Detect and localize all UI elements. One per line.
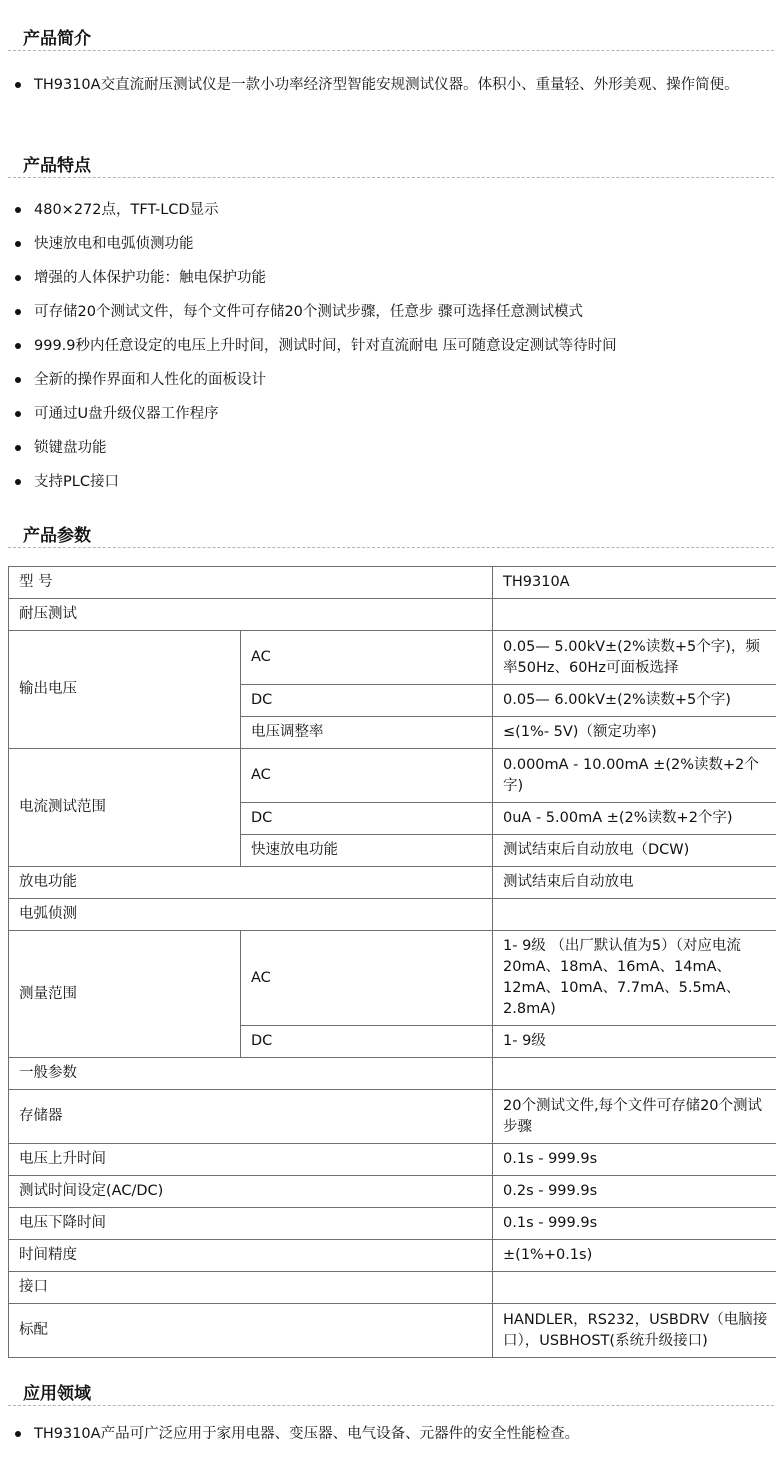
table-row: [9, 631, 776, 685]
storage-label: 存储器: [9, 1090, 493, 1144]
fall-time-label: 电压下降时间: [9, 1208, 493, 1240]
output-voltage-ac-label: AC: [241, 631, 493, 685]
test-time-value: 0.2s - 999.9s: [493, 1176, 776, 1208]
applications-heading: [8, 1376, 774, 1406]
table-row: [9, 1304, 776, 1358]
measure-range-label: 测量范围: [9, 931, 241, 1058]
table-row: [9, 899, 776, 931]
model-value: TH9310A: [493, 567, 776, 599]
empty-cell: [493, 599, 776, 631]
features-heading: [8, 148, 774, 178]
intro-heading-text: 产品简介: [23, 29, 91, 49]
empty-cell: [493, 1272, 776, 1304]
interface-section: 接口: [9, 1272, 493, 1304]
standard-label: 标配: [9, 1304, 493, 1358]
withstand-section: 耐压测试: [9, 599, 493, 631]
features-heading-text: 产品特点: [23, 156, 91, 176]
time-accuracy-value: ±(1%+0.1s): [493, 1240, 776, 1272]
table-row: [9, 867, 776, 899]
table-row: [9, 1058, 776, 1090]
empty-cell: [493, 1058, 776, 1090]
feature-item: 锁键盘功能: [0, 436, 776, 460]
rise-time-label: 电压上升时间: [9, 1144, 493, 1176]
current-range-ac-label: AC: [241, 749, 493, 803]
arc-section: 电弧侦测: [9, 899, 493, 931]
feature-item: 可存储20个测试文件，每个文件可存储20个测试步骤，任意步 骤可选择任意测试模式: [0, 300, 776, 324]
table-row: [9, 1176, 776, 1208]
voltage-regulation-label: 电压调整率: [241, 717, 493, 749]
output-voltage-label: 输出电压: [9, 631, 241, 749]
features-list: [0, 198, 776, 494]
output-voltage-dc-label: DC: [241, 685, 493, 717]
table-row: [9, 1272, 776, 1304]
feature-item: 可通过U盘升级仪器工作程序: [0, 402, 776, 426]
current-range-dc-label: DC: [241, 803, 493, 835]
table-row: [9, 749, 776, 803]
general-section: 一般参数: [9, 1058, 493, 1090]
intro-list: [0, 73, 776, 97]
fast-discharge-label: 快速放电功能: [241, 835, 493, 867]
current-range-label: 电流测试范围: [9, 749, 241, 867]
table-row: [9, 1208, 776, 1240]
discharge-label: 放电功能: [9, 867, 493, 899]
intro-heading: [8, 21, 774, 51]
output-voltage-dc-value: 0.05— 6.00kV±(2%读数+5个字): [493, 685, 776, 717]
rise-time-value: 0.1s - 999.9s: [493, 1144, 776, 1176]
empty-cell: [493, 899, 776, 931]
feature-item: 全新的操作界面和人性化的面板设计: [0, 368, 776, 392]
application-item: TH9310A产品可广泛应用于家用电器、变压器、电气设备、元器件的安全性能检查。: [0, 1422, 776, 1446]
feature-item: 480×272点，TFT-LCD显示: [0, 198, 776, 222]
measure-range-ac-value: 1- 9级 （出厂默认值为5）（对应电流 20mA、18mA、16mA、14mA、12mA、10mA、7.7mA、5.5mA、2.8mA): [493, 931, 776, 1026]
table-row: [9, 1240, 776, 1272]
fast-discharge-value: 测试结束后自动放电（DCW): [493, 835, 776, 867]
table-row: [9, 567, 776, 599]
table-row: [9, 599, 776, 631]
current-range-dc-value: 0uA - 5.00mA ±(2%读数+2个字): [493, 803, 776, 835]
voltage-regulation-value: ≤(1%- 5V)（额定功率): [493, 717, 776, 749]
current-range-ac-value: 0.000mA - 10.00mA ±(2%读数+2个字): [493, 749, 776, 803]
measure-range-dc-label: DC: [241, 1026, 493, 1058]
feature-item: 999.9秒内任意设定的电压上升时间，测试时间，针对直流耐电 压可随意设定测试等待时间: [0, 334, 776, 358]
measure-range-dc-value: 1- 9级: [493, 1026, 776, 1058]
table-row: [9, 931, 776, 1026]
table-row: [9, 1090, 776, 1144]
discharge-value: 测试结束后自动放电: [493, 867, 776, 899]
params-heading-text: 产品参数: [23, 526, 91, 546]
measure-range-ac-label: AC: [241, 931, 493, 1026]
feature-item: 支持PLC接口: [0, 470, 776, 494]
standard-value: HANDLER，RS232，USBDRV（电脑接口），USBHOST(系统升级接口): [493, 1304, 776, 1358]
feature-item: 快速放电和电弧侦测功能: [0, 232, 776, 256]
output-voltage-ac-value: 0.05— 5.00kV±(2%读数+5个字)，频率50Hz、60Hz可面板选择: [493, 631, 776, 685]
feature-item: 增强的人体保护功能：触电保护功能: [0, 266, 776, 290]
model-label: 型 号: [9, 567, 493, 599]
applications-list: [0, 1422, 776, 1446]
time-accuracy-label: 时间精度: [9, 1240, 493, 1272]
applications-heading-text: 应用领域: [23, 1384, 91, 1404]
params-table: [8, 566, 776, 1358]
storage-value: 20个测试文件,每个文件可存储20个测试步骤: [493, 1090, 776, 1144]
table-row: [9, 1144, 776, 1176]
fall-time-value: 0.1s - 999.9s: [493, 1208, 776, 1240]
intro-item: TH9310A交直流耐压测试仪是一款小功率经济型智能安规测试仪器。体积小、重量轻、外形美观、操作简便。: [0, 73, 776, 97]
test-time-label: 测试时间设定(AC/DC): [9, 1176, 493, 1208]
params-heading: [8, 518, 774, 548]
